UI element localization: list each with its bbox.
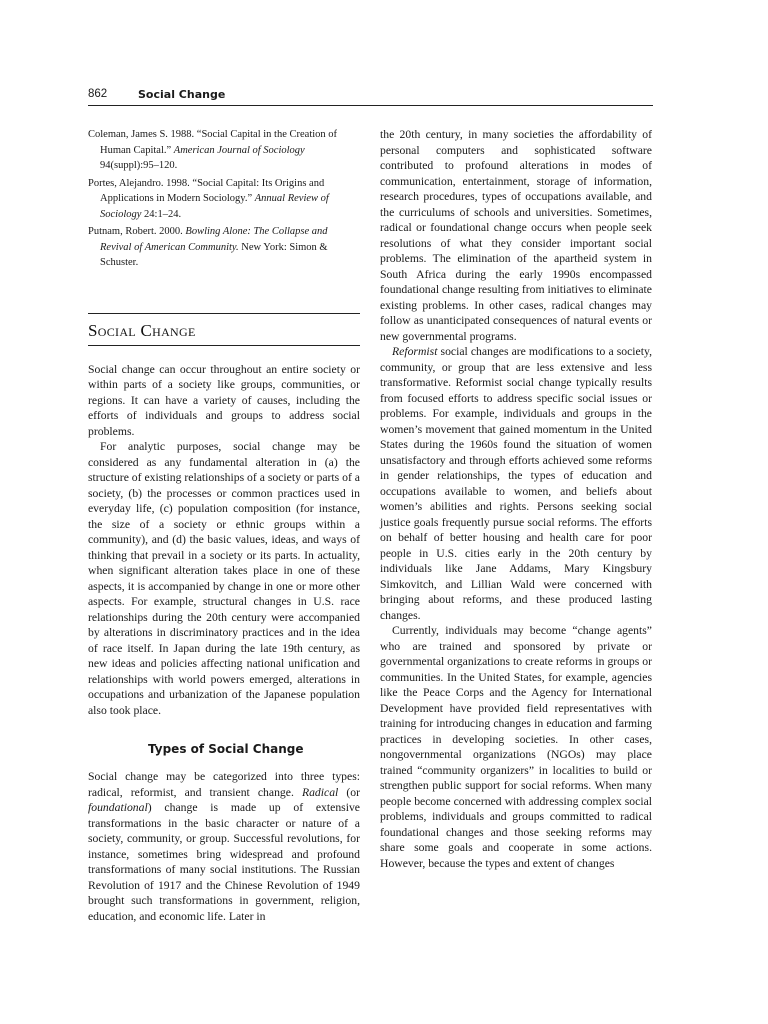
running-header <box>88 88 653 106</box>
reference-entry: Coleman, James S. 1988. “Social Capital in the Creation of Human Capital.” American Journal of Sociology 94(suppl):95–120. <box>88 129 338 171</box>
paragraph: the 20th century, in many societies the affordability of personal computers and sophisticated software contributed to profound alterations in modes of communication, entertainment, storage of information, research procedures, types of occupations available, and the curriculums of schools and universities. Sometimes, radical or foundational change occurs when people seek resolutions of what they consider important social problems. The elimination of the apartheid system in South Africa during the early 1990s encompassed foundational change resulting from initiatives to eliminate existing problems. In other cases, radical changes may follow as unanticipated consequences of natural events or new governmental programs. <box>380 128 652 343</box>
reference-entry: Putnam, Robert. 2000. Bowling Alone: The Collapse and Revival of American Community. New York: Simon & Schuster. <box>88 226 328 268</box>
subheading: Types of Social Change <box>148 742 304 756</box>
page-number: 862 <box>88 88 108 100</box>
paragraph: Reformist social changes are modifications to a society, community, or group that are less extensive and less transformative. Reformist social change typically results from focused efforts to address specific social issues or problems. For example, individuals and groups in the women’s movement that gained momentum in the United States during the 1960s found the situation of women unsatisfactory and through efforts achieved some reforms in gender relationships, the types of education and occupations available to women, and beliefs about women’s abilities and rights. Persons seeking social justice goals frequently pursue social reforms. The efforts on behalf of better housing and health care for poor people in U.S. cities early in the 20th century by individuals like Jane Addams, Mary Kingsbury Simkovitch, and Lillian Wald were concerned with bringing about reforms, and these produced lasting changes. <box>380 345 652 622</box>
reference-list <box>88 127 360 271</box>
section-title: Social Change <box>88 320 196 340</box>
paragraph: Currently, individuals may become “change agents” who are trained and sponsored by private or governmental organizations to create reforms in groups or communities. In the United States, for example, agencies like the Peace Corps and the Agency for International Development have provided field representatives with training for introducing changes in education and farming practices in developing societies. In other cases, nongovernmental organizations (NGOs) may place trained “community organizers” in localities to build or strengthen public support for social reforms. When many people become concerned with addressing complex social problems, individuals and groups committed to radical foundational changes and those seeking reforms may share some goals and cooperate in some actions. However, because the types and extent of changes <box>380 624 652 870</box>
paragraph: For analytic purposes, social change may be considered as any fundamental alteration in (a) the structure of existing relationships of a society or parts of a society, (b) the processes or common practices used in everyday life, (c) population composition (for instance, the size of a society or ethnic groups within a community), and (d) the basic values, ideas, and ways of thinking that prevail in a society or its parts. In actuality, when significant alteration takes place in one of these aspects, it is accompanied by change in one or more other aspects. For example, structural changes in U.S. race relationships during the 20th century were accompanied by alterations in discriminatory practices and in the idea of race itself. In Japan during the late 19th century, as new ideas and policies affecting national unification and relationships with world powers emerged, alterations in occupations and urbanization of the Japanese population also took place. <box>88 440 360 717</box>
paragraph: Social change can occur throughout an entire society or within parts of a society like groups, communities, or regions. It can have a variety of causes, including the efforts of individuals and groups to address social problems. <box>88 362 360 438</box>
section-rule-bottom <box>88 345 360 346</box>
left-column <box>88 127 360 924</box>
paragraph: Social change may be categorized into three types: radical, reformist, and transient change. Radical (or foundational) change is made up of extensive transformations in the basic character or nature of a society, community, or group. Successful revolutions, for instance, sometimes bring widespread and profound transformations of many social institutions. The Russian Revolution of 1917 and the Chinese Revolution of 1949 brought such transformations in government, religion, education, and economic life. Later in <box>88 770 360 923</box>
types-text <box>88 769 360 924</box>
intro-text <box>88 362 360 719</box>
running-head: Social Change <box>138 88 226 101</box>
reference-entry: Portes, Alejandro. 1998. “Social Capital: Its Origins and Applications in Modern Sociology.” Annual Review of Sociology 24:1–24. <box>88 177 329 220</box>
section-rule-top <box>88 313 360 314</box>
right-column <box>380 127 652 871</box>
